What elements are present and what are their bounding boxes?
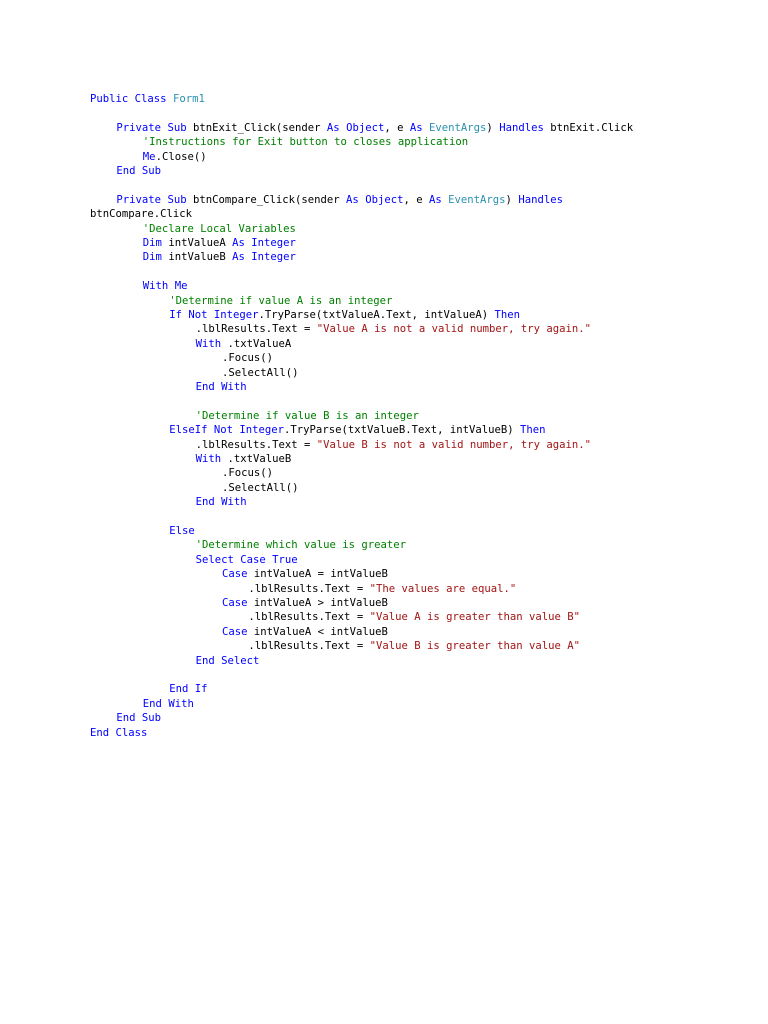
code-token-keyword: As — [428, 193, 442, 206]
code-token-plain: .txtValueA — [221, 337, 292, 350]
code-token-plain: .SelectAll() — [222, 481, 299, 494]
code-token-keyword: With — [168, 697, 194, 710]
code-line — [116, 711, 161, 726]
code-token-plain: intValueA — [161, 237, 233, 249]
code-line — [116, 121, 633, 136]
code-token-keyword: End — [169, 683, 189, 696]
code-token-keyword: Case — [240, 553, 266, 566]
code-token-keyword: As — [326, 121, 340, 134]
code-token-plain: btnExit.Click — [543, 121, 634, 134]
code-line — [143, 150, 207, 165]
code-line — [169, 294, 392, 309]
code-line — [196, 654, 260, 669]
code-token-keyword: Handles — [499, 121, 544, 134]
code-token-keyword: Sub — [141, 165, 162, 177]
code-token-keyword: With — [142, 280, 169, 293]
code-token-plain: .lblResults.Text = — [195, 438, 317, 451]
code-token-plain: intValueA = intValueB — [247, 568, 388, 581]
code-token-string: "Value A is not a valid number, try again." — [316, 323, 592, 336]
code-line — [222, 366, 299, 381]
code-line — [196, 495, 247, 510]
code-token-keyword: With — [195, 337, 222, 350]
code-token-plain: intValueA < intValueB — [247, 625, 388, 638]
code-line — [90, 92, 205, 107]
code-token-plain: ) — [505, 193, 519, 206]
code-token-plain: .Close() — [155, 150, 207, 163]
code-line — [248, 610, 580, 625]
code-token-type: EventArgs — [429, 121, 487, 134]
code-token-keyword: Integer — [251, 237, 296, 249]
code-line — [196, 452, 292, 467]
code-token-keyword: End — [90, 726, 110, 739]
code-token-keyword: Select — [221, 654, 260, 667]
code-token-keyword: Sub — [167, 193, 187, 206]
code-line — [248, 639, 580, 654]
code-token-keyword: End — [142, 697, 162, 710]
code-token-plain: .lblResults.Text = — [248, 582, 370, 595]
code-token-keyword: As — [232, 237, 245, 249]
code-token-comment: 'Declare Local Variables — [142, 222, 296, 235]
code-line — [222, 351, 273, 366]
code-token-keyword: If — [169, 309, 182, 321]
code-token-keyword: Dim — [142, 251, 162, 264]
code-token-keyword: Else — [169, 525, 195, 537]
code-token-keyword: Then — [494, 309, 521, 321]
code-token-plain: ) — [486, 121, 500, 134]
code-token-keyword: Object — [365, 193, 404, 206]
code-line — [222, 625, 388, 640]
code-token-keyword: Then — [520, 424, 546, 437]
code-line — [143, 135, 468, 150]
code-line — [116, 193, 563, 208]
code-token-keyword: Case — [222, 568, 248, 581]
code-token-plain: , e — [403, 193, 429, 206]
code-token-keyword: Private — [116, 121, 162, 134]
code-line — [90, 207, 192, 222]
code-token-keyword: ElseIf — [169, 424, 208, 437]
code-token-keyword: Not — [213, 424, 233, 437]
code-line — [90, 726, 147, 741]
code-token-plain: btnExit_Click(sender — [186, 121, 327, 134]
code-line — [169, 308, 520, 323]
code-line — [143, 236, 296, 251]
code-token-string: "Value A is greater than value B" — [369, 611, 581, 624]
code-token-comment: 'Instructions for Exit button to closes application — [142, 136, 469, 149]
code-token-keyword: End — [195, 381, 215, 393]
code-token-keyword: Public — [90, 93, 129, 105]
code-token-keyword: Not — [188, 309, 208, 321]
code-line — [143, 697, 194, 712]
code-token-keyword: Integer — [213, 309, 259, 321]
code-token-keyword: Sub — [141, 712, 162, 725]
code-line — [169, 524, 195, 539]
code-token-keyword: With — [195, 453, 222, 465]
code-token-keyword: End — [116, 165, 136, 177]
code-token-plain: .txtValueB — [221, 453, 292, 465]
code-token-keyword: With — [221, 496, 247, 509]
code-line — [116, 164, 161, 179]
code-line — [196, 380, 247, 395]
code-token-keyword: Me — [142, 150, 156, 163]
code-token-comment: 'Determine if value A is an integer — [169, 294, 393, 307]
code-token-plain: , e — [384, 121, 410, 134]
code-token-plain: intValueB — [161, 251, 233, 264]
code-line — [222, 567, 388, 582]
code-line — [196, 409, 419, 424]
code-line — [169, 682, 207, 697]
code-line — [196, 553, 298, 568]
code-line — [143, 279, 188, 294]
code-line — [222, 596, 388, 611]
code-line — [169, 423, 545, 438]
code-token-keyword: Integer — [239, 424, 285, 437]
code-token-comment: 'Determine if value B is an integer — [195, 409, 419, 422]
code-line — [196, 337, 292, 352]
code-line — [196, 538, 406, 553]
code-token-string: "The values are equal." — [369, 582, 517, 595]
code-line — [143, 250, 296, 265]
code-token-keyword: Me — [174, 280, 188, 293]
code-token-keyword: End — [195, 654, 215, 667]
code-token-keyword: Case — [222, 625, 248, 638]
code-token-plain: .Focus() — [222, 467, 274, 480]
code-token-keyword: As — [232, 251, 245, 264]
code-token-comment: 'Determine which value is greater — [195, 539, 407, 552]
code-token-keyword: Handles — [518, 193, 563, 206]
code-token-keyword: End — [116, 712, 136, 725]
code-line — [222, 466, 273, 481]
code-token-keyword: Class — [115, 726, 148, 739]
code-token-keyword: Integer — [251, 251, 296, 264]
code-line — [143, 222, 296, 237]
code-token-keyword: True — [272, 553, 298, 566]
code-token-type: EventArgs — [448, 193, 506, 206]
code-token-keyword: As — [409, 121, 423, 134]
code-token-keyword: As — [346, 193, 359, 206]
code-token-plain: btnCompare.Click — [90, 208, 193, 221]
code-token-keyword: If — [194, 683, 208, 696]
code-token-keyword: Case — [222, 597, 248, 609]
code-token-string: "Value B is greater than value A" — [369, 640, 581, 653]
code-token-keyword: Private — [116, 193, 162, 206]
code-token-string: "Value B is not a valid number, try again." — [316, 438, 592, 451]
code-token-keyword: Select — [195, 553, 234, 566]
code-token-plain: btnCompare_Click(sender — [186, 193, 347, 206]
code-token-keyword: Object — [346, 121, 385, 134]
code-token-keyword: With — [221, 381, 247, 393]
code-token-type: Form1 — [172, 93, 205, 105]
code-token-keyword: Dim — [142, 237, 162, 249]
code-token-plain: intValueA > intValueB — [247, 597, 388, 609]
code-token-plain: .lblResults.Text = — [248, 640, 370, 653]
code-token-plain: .TryParse(txtValueB.Text, intValueB) — [284, 424, 521, 437]
code-token-plain: .lblResults.Text = — [195, 323, 317, 336]
code-line — [196, 322, 591, 337]
code-line — [222, 481, 299, 496]
code-token-keyword: End — [195, 496, 215, 509]
code-token-plain: .lblResults.Text = — [248, 611, 370, 624]
code-token-keyword: Sub — [167, 121, 187, 134]
code-line — [196, 438, 591, 453]
code-token-plain: .Focus() — [222, 352, 274, 365]
code-token-plain: .SelectAll() — [222, 366, 299, 379]
code-line — [248, 582, 516, 597]
code-token-keyword: Class — [134, 93, 167, 105]
code-token-plain: .TryParse(txtValueA.Text, intValueA) — [258, 309, 495, 321]
